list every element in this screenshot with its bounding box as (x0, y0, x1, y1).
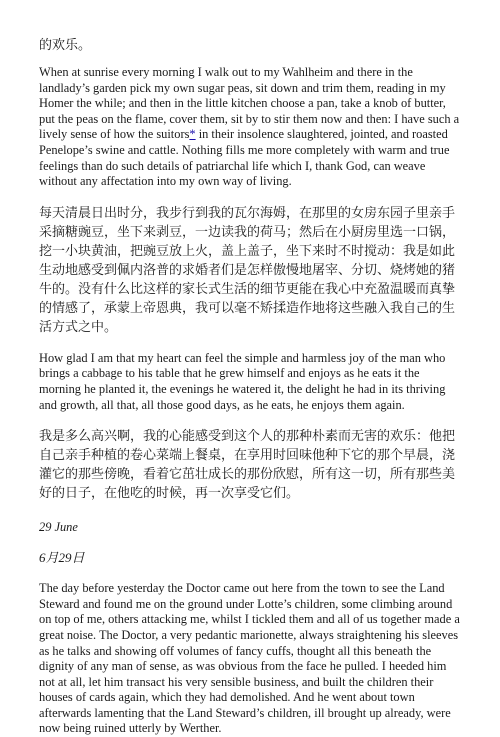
date-heading-en: 29 June (39, 520, 78, 535)
paragraph-sunrise-en (39, 65, 463, 190)
paragraph-cabbage-zh: 我是多么高兴啊，我的心能感受到这个人的那种朴素而无害的欢乐：他把自己亲手种植的卷心菜端上餐桌，在享用时回味他种下它的那个早晨，浇灌它的那些傍晚，看着它茁壮成长的那份欣慰，所有这一切，所有那些美好的日子，在他吃的时候，再一次享受它们。 (39, 429, 456, 502)
paragraph-sunrise-zh: 每天清晨日出时分，我步行到我的瓦尔海姆，在那里的女房东园子里亲手采摘糖豌豆，坐下来剥豆，一边读我的荷马；然后在小厨房里选一口锅，挖一小块黄油，把豌豆放上火，盖上盖子，坐下来时不时搅动：我是如此生动地感受到佩内洛普的求婚者们是怎样傲慢地屠宰、分切、烧烤她的猪牛的。没有什么比这样的家长式生活的细节更能在我心中充盈温暖而真挚的情感了，承蒙上帝恩典，我可以毫不矫揉造作地将这些融入我自己的生活方式之中。 (39, 205, 456, 335)
paragraph-sunrise-en-part2: in their insolence slaughtered, jointed, and roasted Penelope’s swine and cattle. Nothing fills me more completely with warm and true feelings than do such details of patriarchal life which I, thank God, can weave without any affectation into my own way of living. (39, 127, 450, 189)
date-heading-zh: 6月29日 (39, 550, 85, 566)
continuation-zh: 的欢乐。 (39, 38, 92, 53)
paragraph-sunrise-en-part1: When at sunrise every morning I walk out to my Wahlheim and there in the landlady’s garden pick my own sugar peas, sit down and trim them, reading in my Homer the while; and then in the little kitchen choose a pan, take a knob of butter, put the peas on the flame, cover them, sit by to stir them now and then: I have such a lively sense of how the suitors (39, 65, 460, 142)
paragraph-doctor-en: The day before yesterday the Doctor came out here from the town to see the Land Steward and found me on the ground under Lotte’s children, some climbing around on top of me, others attacking me, whilst I tickled them and all of us together made a great noise. The Doctor, a very pedantic marionette, always straightening his sleeves as he talks and showing off volumes of fancy cuffs, thought all this beneath the dignity of any man of sense, as was obvious from the face he pulled. I heeded him not at all, let him transact his very sensible business, and built the children their houses of cards again, which they had demolished. And he went about town afterwards lamenting that the Land Steward’s children, ill brought up already, were now being ruined utterly by Werther. (39, 581, 460, 736)
paragraph-cabbage-en: How glad I am that my heart can feel the simple and harmless joy of the man who brings a cabbage to his table that he grew himself and enjoys as he eats it the morning he planted it, the evenings he watered it, the delight he had in its thriving and growth, all that, all those good days, as he eats, he enjoys them again. (39, 350, 446, 412)
footnote-link[interactable]: * (189, 127, 196, 142)
document-page (39, 36, 463, 737)
